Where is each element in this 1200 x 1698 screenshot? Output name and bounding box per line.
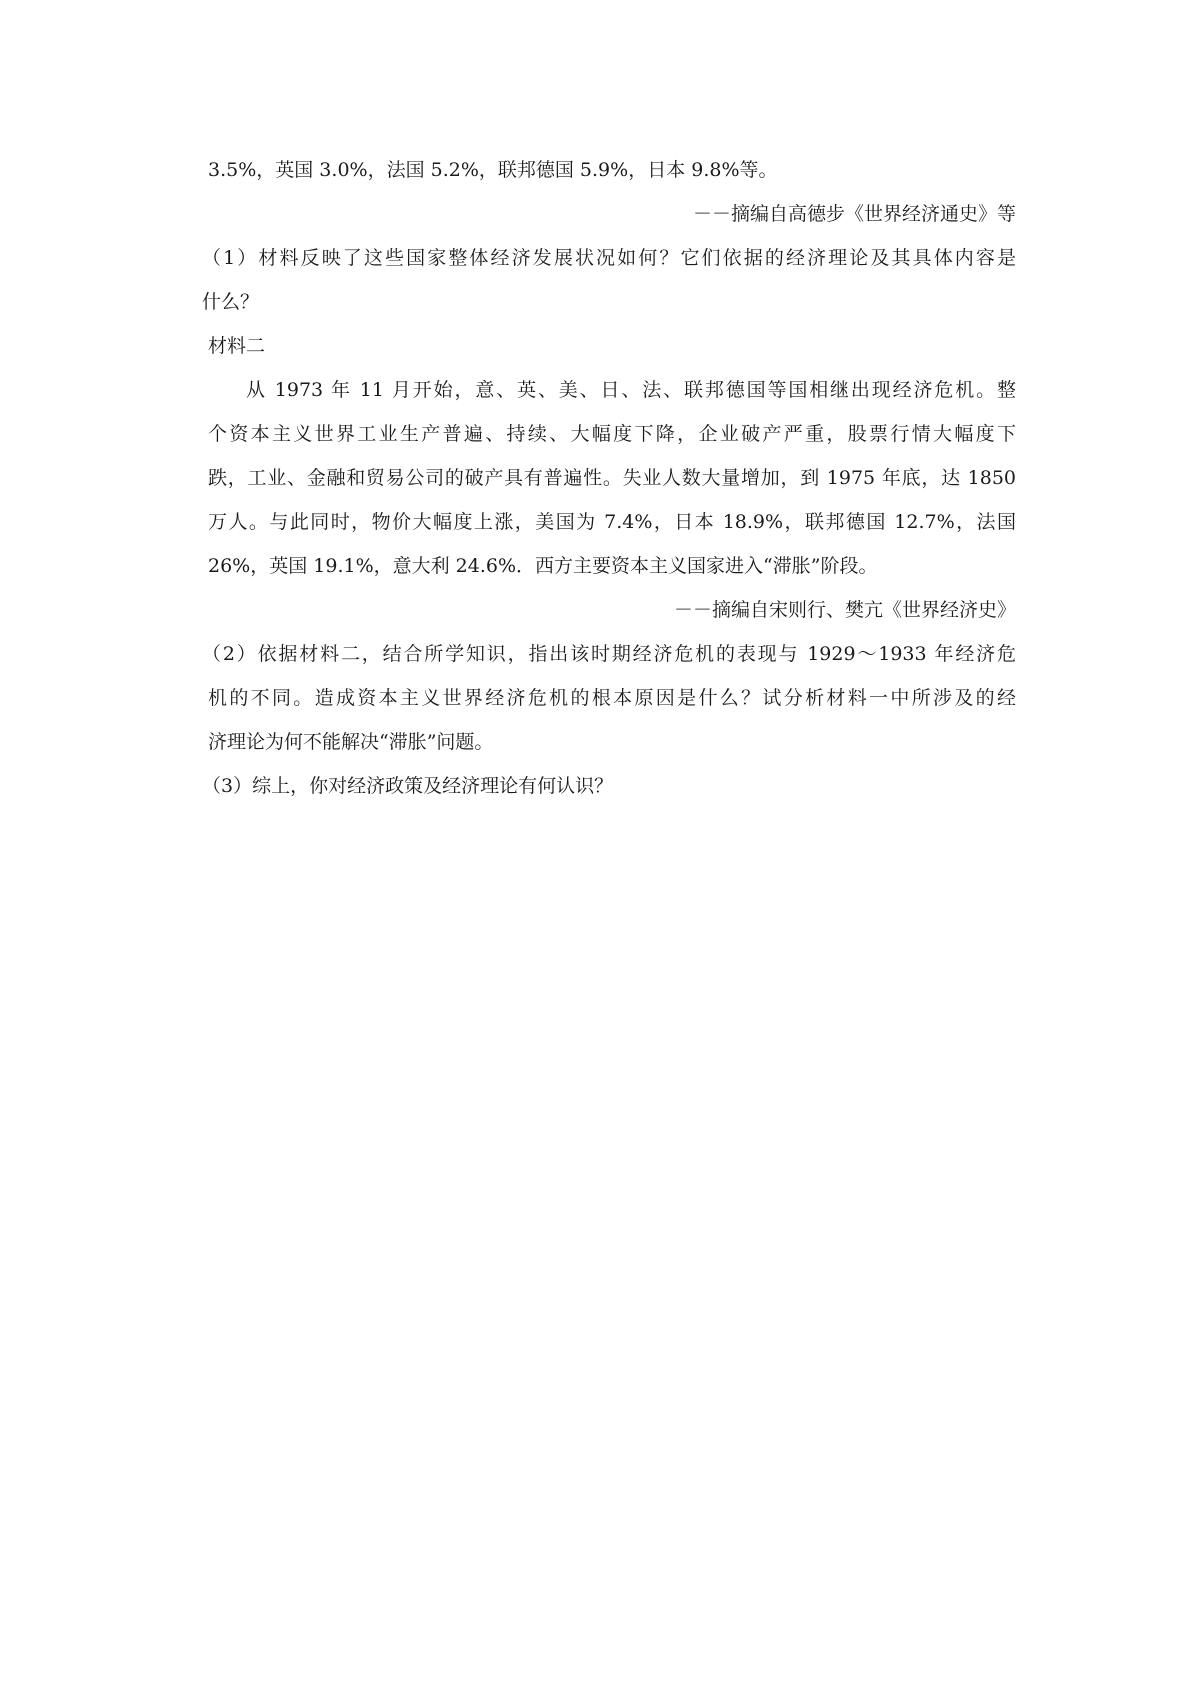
material1-tail: 3.5%，英国 3.0%，法国 5.2%，联邦德国 5.9%，日本 9.8%等。 (208, 159, 778, 181)
material2-source: －－摘编自宋则行、樊亢《世界经济史》 (673, 599, 1016, 621)
material2-body-line5: 26%，英国 19.1%，意大利 24.6%．西方主要资本主义国家进入“滞胀”阶段。 (208, 555, 878, 577)
material2-body-line2: 个资本主义世界工业生产普遍、持续、大幅度下降，企业破产严重，股票行情大幅度下 (208, 423, 1016, 445)
material2-body-line4: 万人。与此同时，物价大幅度上涨，美国为 7.4%，日本 18.9%，联邦德国 12.7%，法国 (208, 511, 1016, 533)
question2-line1: （2）依据材料二，结合所学知识，指出该时期经济危机的表现与 1929～1933 年经济危 (202, 643, 1016, 665)
material1-source: －－摘编自高德步《世界经济通史》等 (692, 203, 1016, 225)
question2-line2: 机的不同。造成资本主义世界经济危机的根本原因是什么？试分析材料一中所涉及的经 (208, 687, 1016, 709)
material2-body-line3: 跌，工业、金融和贸易公司的破产具有普遍性。失业人数大量增加，到 1975 年底，达 1850 (208, 467, 1016, 489)
document-content (202, 148, 1016, 808)
question2-line3: 济理论为何不能解决“滞胀”问题。 (208, 731, 494, 753)
material2-heading: 材料二 (208, 335, 266, 357)
question1-line2: 什么？ (202, 291, 260, 313)
question1-line1: （1）材料反映了这些国家整体经济发展状况如何？它们依据的经济理论及其具体内容是 (202, 247, 1016, 269)
material2-body-line1: 从 1973 年 11 月开始，意、英、美、日、法、联邦德国等国相继出现经济危机。整 (246, 379, 1016, 401)
question3: （3）综上，你对经济政策及经济理论有何认识？ (202, 775, 614, 797)
